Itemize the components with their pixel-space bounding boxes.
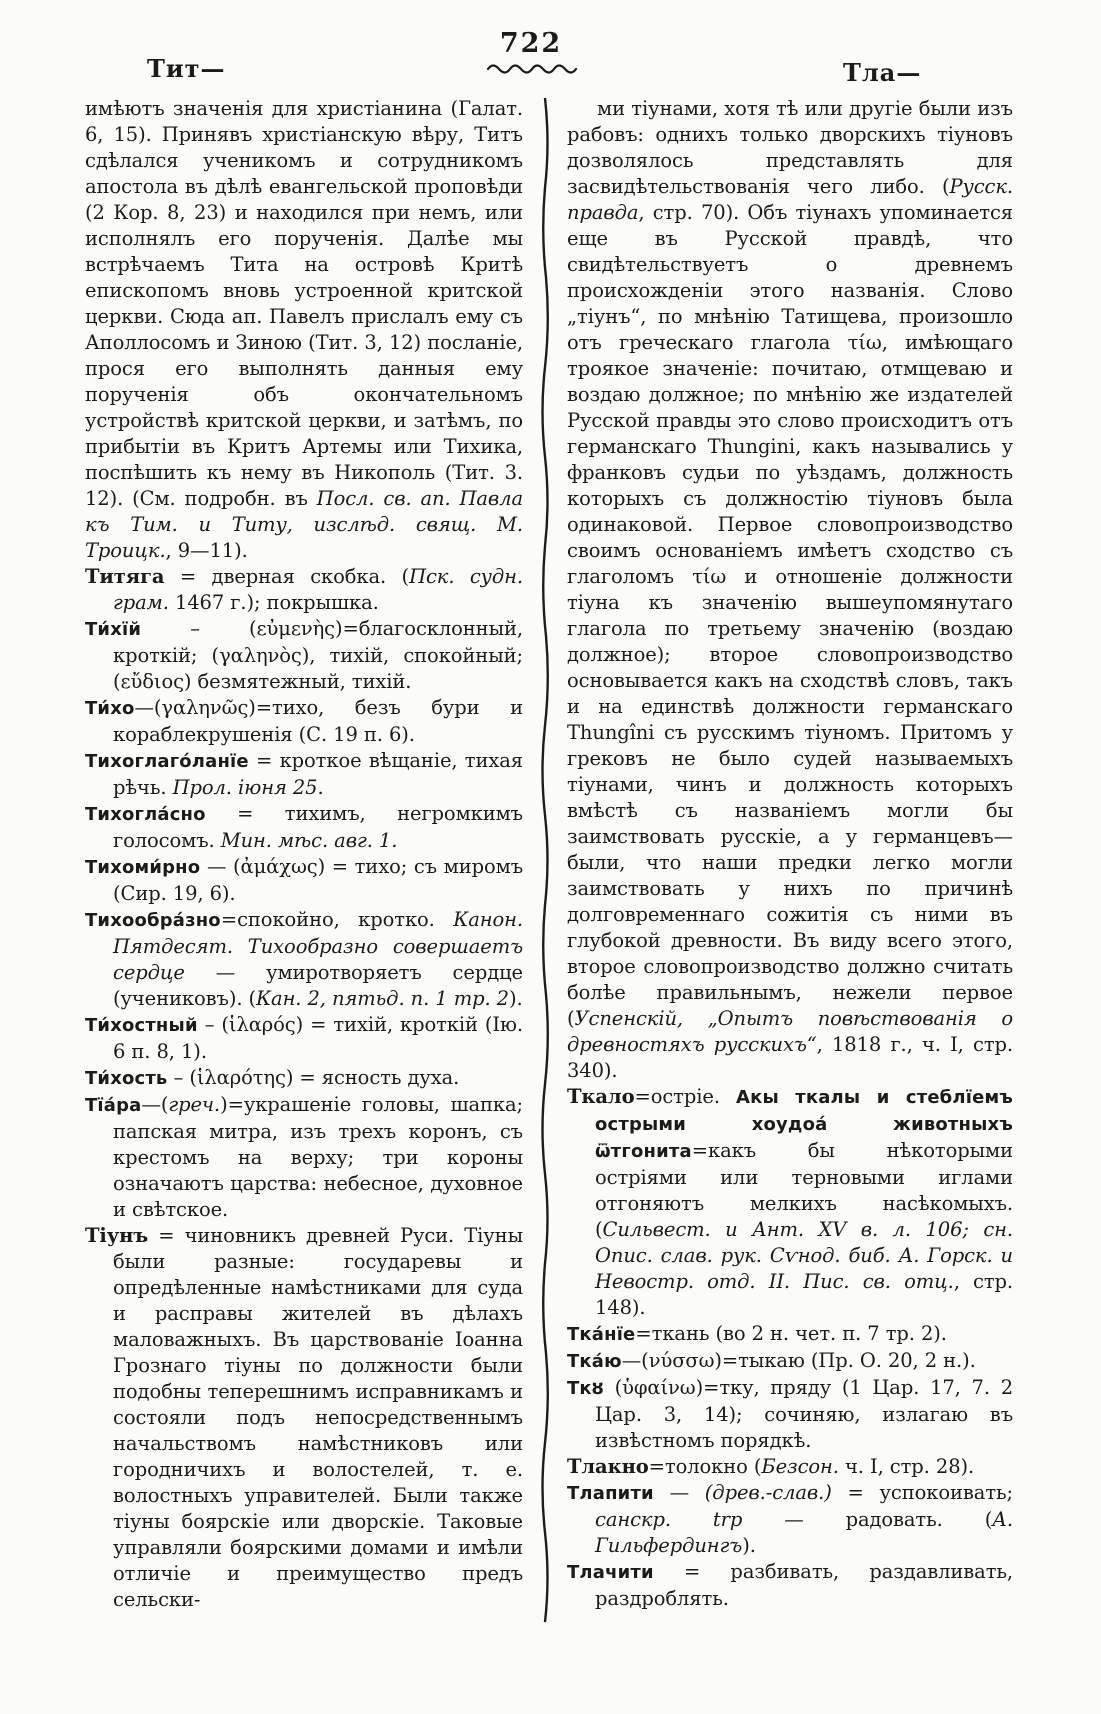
entry-text: = тихимъ, негромкимъ голосомъ. [113,802,523,852]
citation-text: Канон. Пятдесят. Тихообразно совершаетъ сердце [113,908,523,984]
citation-text: Кан. 2, пятьд. п. 1 тр. 2 [256,987,509,1010]
entry-headword: Тихообра́зно [85,910,221,931]
entry-headword: Ти́хость [85,1068,168,1089]
entry-text: —( [141,1093,169,1116]
citation-text: Мин. мѣс. авг. 1. [220,829,398,852]
dictionary-entry [85,748,523,801]
citation-text: Сильвест. и Ант. XV в. л. 106; сн. Опис. слав. рук. Сѵнод. биб. А. Горск. и Невостр. отд. II. Пис. св. отц. [595,1218,1013,1293]
citation-text: санскр. trp [595,1508,743,1531]
entry-text: – ( [141,617,257,640]
entry-text: ч. I, стр. 28). [838,1455,975,1478]
entry-text: ) = тихо; съ миромъ (Сир. 19, 6). [113,855,523,905]
continuation-paragraph [567,96,1013,1084]
greek-text: εὔδιος [120,670,184,693]
entry-text: =остріе. [634,1085,736,1108]
entry-text: =спокойно, кротко. [220,908,454,931]
dictionary-entry [567,1321,1013,1348]
entry-text: ) = тихій, кроткій (Ію. 6 п. 8, 1). [113,1013,524,1063]
entry-text: ) безмятежный, тихій. [183,670,412,693]
entry-headword: Ти́хостный [85,1015,198,1036]
citation-text: Пск. судн. грам. [113,565,523,614]
citation-text: (древ.-слав.) [704,1481,832,1504]
dictionary-entry [85,695,523,748]
greek-text: ὑφαίνω [622,1376,696,1399]
greek-text: ἀμάχως [240,855,318,878]
entry-text: ( [603,1376,623,1399]
citation-text: греч. [168,1093,221,1116]
dictionary-entry [85,801,523,854]
greek-text: εὐμενὴς [256,617,335,640]
dictionary-entry [85,1012,523,1065]
page-number-underline [486,62,580,74]
citation-text: Безсон. [761,1455,839,1478]
entry-text: ), тихій, спокойный; ( [113,644,523,693]
entry-text: = успокоивать; [831,1481,1013,1504]
dictionary-entry [85,616,523,695]
entry-text: — [653,1481,705,1504]
entry-text: , стр. 148). [595,1270,1014,1319]
greek-text: νύσσω [648,1349,715,1372]
entry-text: – ( [167,1066,197,1089]
entry-text: , 1818 г., ч. I, стр. 340). [567,1033,1013,1082]
entry-headword: Ткȣ [567,1378,604,1399]
entry-text: — ( [200,855,241,878]
entry-headword: Тлачити [567,1562,654,1583]
entry-headword: Ткало [567,1085,635,1108]
entry-text: — умиротворяетъ сердце (учениковъ). ( [113,961,523,1010]
entry-text: = разбивать, раздавливать, раздроблять. [595,1560,1013,1610]
entry-text: ми тіунами, хотя тѣ или другіе были изъ рабовъ: однихъ только дворскихъ тіуновъ дозволялось представлять для засвидѣтельствованія чего либо. ( [567,97,1013,198]
dictionary-entry [85,1065,523,1092]
entry-text: =ткань (во 2 н. чет. п. 7 тр. 2). [635,1322,947,1345]
dictionary-entry [567,1375,1013,1454]
entry-headword: Тіунъ [85,1224,149,1247]
entry-text: — радовать. ( [742,1508,993,1531]
greek-text: ἱλαρότης [196,1066,286,1089]
entry-headword: Тихоми́рно [85,857,201,878]
dictionary-entry [85,854,523,907]
entry-headword: Тихогла́сно [85,804,206,825]
entry-headword: Тлакно [567,1455,649,1478]
dictionary-entry [85,907,523,1012]
entry-text: )=тихо, безъ бури и кораблекрушенія (С. 19 п. 6). [113,696,523,746]
entry-headword: Тїа́ра [85,1095,142,1116]
entry-headword: Тлапити [567,1483,654,1504]
entry-headword: Тихоглаго́ланїе [85,751,249,772]
entry-text: , стр. 70). Объ тіунахъ упоминается еще въ Русской правдѣ, что свидѣтельствуетъ о древнемъ происхожденіи этого названія. Слово „тіунъ“, по мнѣнію Татищева, произошло отъ греческаго глагола [567,201,1013,354]
entry-text: 1467 г.); покрышка. [168,591,379,614]
entry-text: —( [134,696,162,719]
entry-text: )=украшеніе головы, шапка; папская митра, изъ трехъ коронъ, съ крестомъ на верху; три короны означаютъ царства: небесное, духовное и свѣтское. [113,1093,523,1221]
entry-headword: Ти́хїй [85,619,142,640]
citation-text: Посл. св. ап. Павла къ Тим. и Титу, изслѣд. свящ. М. Троицк. [85,487,523,562]
right-column [567,96,1013,1714]
column-divider [523,96,567,1714]
entry-text: и отношеніе должности тіуна къ значенію вышеупомянутаго глагола по третьему значенію (воздаю должное); второе словопроизводство основывается какъ на сходствѣ словъ, такъ и на единствѣ должности германскаго Thungîni съ русскимъ тіуномъ. Притомъ у грековъ не было судей называемыхъ тіунами, чинъ и должность которыхъ вмѣстѣ съ названіемъ могли бы заимствовать русскіе, а у германцевъ—были, что наши предки легко могли заимствовать у нихъ по причинѣ долговременнаго сожитія съ ними въ глубокой древности. Въ виду всего этого, второе словопроизводство должно считать болѣе правильнымъ, нежели первое ( [567,565,1013,1030]
greek-text: τίω [847,331,882,354]
entry-text: )=тку, пряду (1 Цар. 17, 7. 2 Цар. 3, 14); сочиняю, излагаю въ извѣстномъ порядкѣ. [595,1376,1013,1452]
two-column-body [85,96,1013,1714]
entry-text: = чиновникъ древней Руси. Тіуны были разные: государевы и опредѣленные намѣстниками для суда и расправы жителей въ дѣлахъ маловажныхъ. Въ царствованіе Іоанна Грознаго тіуны по должности были подобны теперешнимъ исправникамъ и состояли подъ непосредственнымъ начальствомъ намѣстниковъ или городничихъ и волостелей, т. е. волостныхъ управителей. Были также тіуны боярскіе или дворскіе. Таковые управляли боярскими домами и имѣли отличіе и преимущество предъ сельски- [113,1224,523,1611]
entry-text: = дверная скобка. ( [164,565,410,588]
entry-headword: Тка́нїе [567,1324,636,1345]
dictionary-entry [567,1084,1013,1321]
dictionary-entry [85,1092,523,1223]
citation-text: Русск. правда [567,175,1013,224]
entry-text: – ( [197,1013,229,1036]
entry-text: —( [621,1349,649,1372]
greek-text: γαληνὸς [219,644,302,667]
entry-headword: Ти́хо [85,698,135,719]
citation-text: Прол. іюня 25. [172,776,324,799]
dictionary-entry [567,1480,1013,1559]
entry-text: =какъ бы нѣкоторыми остріями или терновыми иглами отгоняютъ мелкихъ насѣкомыхъ. ( [595,1139,1013,1241]
entry-text: = кроткое вѣщаніе, тихая рѣчь. [113,749,523,799]
divider-wavy-line [533,96,557,1656]
citation-text: А. Гильфердингъ [595,1508,1013,1557]
dictionary-entry [567,1454,1013,1480]
entry-text: )=тыкаю (Пр. О. 20, 2 н.). [714,1349,976,1372]
entry-text: ). [742,1534,756,1557]
greek-text: ἱλαρός [228,1013,296,1036]
entry-text: , 9—11). [165,539,248,562]
slavonic-quote: Акы ткалы и стеблїемъ острыми хоудоа́ животныхъ ѿтгонита [595,1087,1013,1162]
running-head-right: Тла— [843,58,922,87]
citation-text: Успенскій, „Опытъ повѣствованія о древностяхъ русскихъ“ [567,1007,1013,1056]
page-number: 722 [499,28,563,59]
greek-text: τίω [692,565,727,588]
entry-text: имѣютъ значенія для христіанина (Галат. 6, 15). Принявъ христіанскую вѣру, Титъ сдѣлался ученикомъ и сотрудникомъ апостола въ дѣлѣ евангельской проповѣди (2 Кор. 8, 23) и находился при немъ, или исполнялъ его порученія. Далѣе мы встрѣчаемъ Тита на островѣ Критѣ епископомъ вновь устроенной критской церкви. Сюда ап. Павелъ прислалъ ему съ Аполлосомъ и Зиною (Тит. 3, 12) посланіе, прося его выполнять данныя ему порученія объ окончательномъ устройствѣ критской церкви, и затѣмъ, по прибытіи въ Критъ Артемы или Тихика, поспѣшить къ нему въ Никополь (Тит. 3. 12). (См. подробн. въ [85,97,523,510]
entry-headword: Тка́ю [567,1351,622,1372]
entry-text: ). [508,987,523,1010]
entry-headword: Титяга [85,565,165,588]
dictionary-entry [567,1348,1013,1375]
dictionary-entry [85,564,523,616]
running-head-left: Тит— [147,54,226,83]
entry-text: )=благосклонный, кроткій; ( [113,617,523,667]
entry-text: , имѣющаго троякое значеніе: почитаю, отмщеваю и воздаю должное; по мнѣнію же издателей Русской правды это слово происходитъ отъ германскаго Thungini, какъ назывались у франковъ судьи по уѣздамъ, должность которыхъ съ должностію тіуновъ была одинаковой. Первое словопроизводство своимъ основаніемъ имѣетъ сходство съ глаголомъ [567,331,1013,588]
entry-text: =толокно ( [648,1455,762,1478]
continuation-paragraph [85,96,523,564]
left-column [85,96,523,1714]
dictionary-entry [567,1559,1013,1612]
dictionary-entry [85,1223,523,1613]
entry-text: ) = ясность духа. [285,1066,460,1089]
greek-text: γαληνῶς [161,696,249,719]
